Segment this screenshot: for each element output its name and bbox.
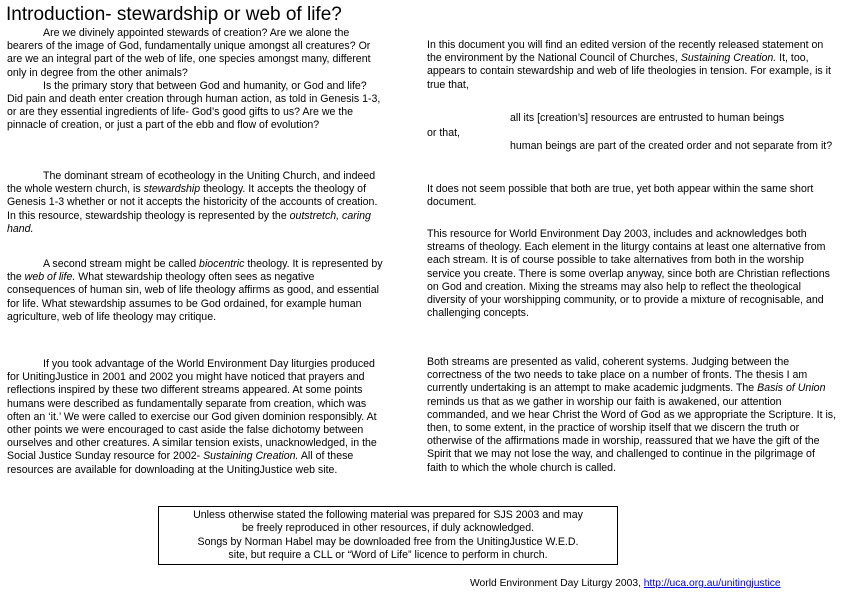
paragraph: Are we divinely appointed stewards of creation? Are we alone the bearers of the image of God, fundamentally unique amongst all creatures? Or are we an integral part of the web of life, one species amongst many, different only in degree from the other animals? — [7, 27, 371, 79]
text: In this document you will find an edited version of the recently released statement on the environment by the National Council of Churches, — [427, 39, 824, 65]
paragraph-biocentric — [7, 258, 385, 324]
page-footer — [470, 577, 781, 590]
text: Both streams are presented as valid, coherent systems. Judging between the correctness of the two needs to take place on a number of fronts. The thesis I am currently undertaking is an attempt to make academic judgments. The — [427, 356, 808, 395]
copyright-notice-box — [158, 506, 618, 565]
emphasis: Sustaining Creation. — [203, 450, 299, 463]
notice-line: site, but require a CLL or “Word of Life” licence to perform in church. — [228, 549, 548, 562]
text: theology. It is represented by the — [7, 258, 383, 284]
emphasis: Sustaining Creation. — [680, 52, 777, 65]
notice-line: be freely reproduced in other resources, if duly acknowledged. — [241, 522, 535, 535]
notice-line: Songs by Norman Habel may be downloaded free from the UnitingJustice W.E.D. — [197, 535, 579, 548]
text: What stewardship theology often sees as negative consequences of human sin, web of life theology affirms as good, and essential for life. What stewardship assumes to be God ordained, for example human agriculture, web of life theology may critique. — [7, 271, 379, 323]
or-that-text: or that, — [427, 127, 460, 139]
text: This resource for World Environment Day 2003, includes and acknowledges both streams of theology. Each element in the liturgy contains at least one alternative from each stream. It is of course possible to take alternatives from both in the worship service you create. There is some overlap anyway, since both are Christian reflections on God and creation. Mixing the streams may also help to reflect the theological diversity of your worshipping community, or to provide a mixture of recognisable, and challenging concepts. — [427, 228, 830, 320]
paragraph-both-valid — [427, 356, 837, 475]
paragraph-ncc-statement — [427, 39, 837, 92]
quote-stewardship: all its [creation’s] resources are entrusted to human beings — [510, 112, 785, 124]
paragraph: Is the primary story that between God and humanity, or God and life? Did pain and death enter creation through human action, as told in Genesis 1-3, or are they essential ingredients of life- God’s good gifts to us? Are we the pinnacle of creation, or just a part of the ebb and flow of evolution? — [7, 79, 381, 132]
paragraph-both-true — [427, 183, 837, 209]
paragraph-stewardship — [7, 170, 385, 236]
paragraph-this-resource — [427, 228, 837, 320]
paragraph-previous-liturgies — [7, 358, 385, 477]
emphasis: Basis of Union — [757, 382, 826, 395]
page-title: Introduction- stewardship or web of life? — [6, 4, 342, 25]
text: The dominant stream of ecotheology in the Uniting Church, and indeed the whole western church, is — [7, 170, 376, 196]
text: If you took advantage of the World Environment Day liturgies produced for UnitingJustice in 2001 and 2002 you might have noticed that prayers and reflections inspired by these two different streams appeared. At some points humans were described as fundamentally separate from creation, which was often an ‘it.’ We were called to exercise our God given dominion responsibly. At other points we were encouraged to cast aside the false dichotomy between ourselves and other creatures. A similar tension exists, unacknowledged, in the Social Justice Sunday resource for 2002- — [7, 358, 377, 463]
emphasis: biocentric — [199, 258, 245, 270]
text: reminds us that as we gather in worship our faith is awakened, our attention commanded, and we hear Christ the Word of God as we appropriate the Scripture. It is, then, to some extent, in the practice of worship itself that we discern the truth or otherwise of the affirmations made in worship, reassured that we have the gift of the Spirit that we may not lose the way, and challenged to continue in the pilgrimage of faith to which the whole church is called. — [427, 395, 837, 474]
intro-questions — [7, 27, 385, 133]
emphasis: outstretch, caring hand. — [7, 209, 371, 235]
text: It, too, appears to contain stewardship and web of life theologies in tension. For example, is it true that, — [427, 52, 831, 91]
emphasis: stewardship — [143, 183, 201, 196]
unitingjustice-link[interactable]: http://uca.org.au/unitingjustice — [643, 578, 781, 589]
text: A second stream might be called — [43, 258, 200, 270]
text: All of these resources are available for downloading at the UnitingJustice web site. — [7, 450, 354, 476]
quote-web-of-life: human beings are part of the created order and not separate from it? — [510, 140, 833, 152]
notice-line: Unless otherwise stated the following material was prepared for SJS 2003 and may — [193, 509, 583, 521]
footer-text: World Environment Day Liturgy 2003, — [470, 578, 644, 589]
emphasis: web of life. — [24, 271, 76, 284]
text: It does not seem possible that both are true, yet both appear within the same short document. — [427, 183, 814, 209]
text: theology. It accepts the theology of Genesis 1-3 whether or not it accepts the historicity of the accounts of creation. In this resource, stewardship theology is represented by the — [7, 183, 378, 222]
